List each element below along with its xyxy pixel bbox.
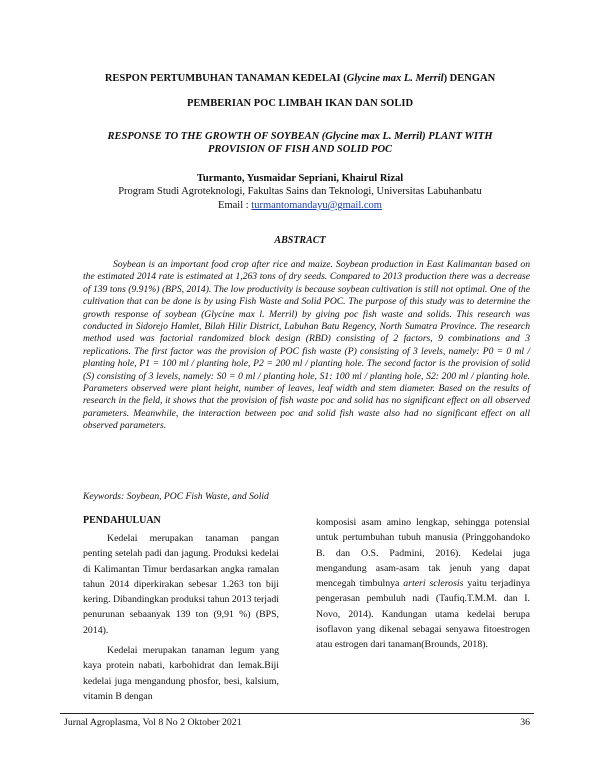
abstract-text: Soybean is an important food crop after rice and maize. Soybean production in East Kalimantan based on the estimated 2014 rate is estimated at 1,263 tons of dry seeds. Compared to 2013 production there was a decrease of 139 tons (9.91%) (BPS, 2014). The low productivity is because soybean cultivation is still not optimal. One of the cultivation that can be done is by using Fish Waste and Solid POC. The purpose of this study was to determine the growth response of soybean (Glycine max l. Merril) by giving poc fish waste and solids. This research was conducted in Sidorejo Hamlet, Bilah Hilir District, Labuhan Batu Regency, North Sumatra Province. The research method used was factorial randomized block design (RBD) consisting of 2 factors, 9 combinations and 3 replications. The first factor was the provision of POC fish waste (P) consisting of 3 levels, namely: P0 = 0 ml / planting hole, P1 = 100 ml / planting hole, P2 = 200 ml / planting hole. The second factor is the provision of solid (S) consisting of 3 levels, namely: S0 = 0 ml / planting hole, S1: 100 ml / planting hole, S2: 200 ml / planting hole. Parameters observed were plant height, number of leaves, leaf width and stem diameter. Based on the results of research in the field, it shows that the provision of fish waste poc and solid has no significant effect on all observed parameters. Meanwhile, the interaction between poc and solid fish waste also had no significant effect on all observed parameters. (83, 259, 530, 432)
p3-text-a: komposisi asam amino lengkap, sehingga potensial untuk pertumbuhan tubuh manusia (Pringgohandoko B. dan O.S. Padmini, 2016). Kedelai juga mengandung asam-asam tak jenuh yang dapat mencegah timbulnya (316, 517, 530, 590)
paper-title-indonesian (60, 66, 540, 116)
email-line (60, 199, 540, 213)
intro-paragraph-1: Kedelai merupakan tanaman pangan penting setelah padi dan jagung. Produksi kedelai di Kalimantan Timur berdasarkan angka ramalan tahun 2014 diperkirakan sebesar 1.263 ton biji kering. Dibandingkan produksi tahun 2013 terjadi penurunan sebaanyak 139 ton (9,91 %) (BPS, 2014). (83, 533, 279, 636)
section-heading-pendahuluan: PENDAHULUAN (83, 515, 161, 526)
authors: Turmanto, Yusmaidar Sepriani, Khairul Rizal (196, 173, 404, 184)
p3-italic-term: arteri sclerosis (403, 578, 464, 590)
paper-title-english (60, 130, 540, 156)
title-part-2: ) DENGAN (443, 73, 496, 84)
abstract-heading: ABSTRACT (274, 235, 326, 246)
footer-journal: Jurnal Agroplasma, Vol 8 No 2 Oktober 2021 (64, 717, 242, 728)
affiliation: Program Studi Agroteknologi, Fakultas Sains dan Teknologi, Universitas Labuhanbatu (118, 186, 482, 197)
title-id-line-2: PEMBERIAN POC LIMBAH IKAN DAN SOLID (186, 98, 414, 109)
footer-divider (60, 713, 534, 714)
title-part-1: RESPON PERTUMBUHAN TANAMAN KEDELAI ( (104, 73, 347, 84)
right-column (316, 515, 530, 653)
page-number: 36 (520, 717, 530, 728)
p3-text-b: yaitu terjadinya pengerasan pembuluh nadi (Taufiq.T.M.M. dan I. Novo, 2014). Kandungan utama kedelai berupa isoflavon yang dikenal sebagai senyawa fitoestrogen atau estrogen dari tanaman(Brounds, 2018). (316, 578, 530, 651)
intro-paragraph-3 (316, 515, 530, 653)
left-column (83, 531, 279, 704)
email-link[interactable]: turmantomandayu@gmail.com (251, 200, 382, 211)
title-id-line-1 (60, 66, 540, 91)
keywords: Keywords: Soybean, POC Fish Waste, and Solid (83, 491, 269, 502)
title-en-line-1: RESPONSE TO THE GROWTH OF SOYBEAN (Glycine max L. Merril) PLANT WITH (107, 131, 493, 142)
email-label: Email : (218, 200, 252, 211)
title-en-line-2: PROVISION OF FISH AND SOLID POC (207, 144, 393, 155)
title-species: Glycine max L. Merril (346, 73, 444, 84)
intro-paragraph-2: Kedelai merupakan tanaman legum yang kaya protein nabati, karbohidrat dan lemak.Biji kedelai juga mengandung phosfor, besi, kalsium, vitamin B dengan (83, 645, 279, 702)
